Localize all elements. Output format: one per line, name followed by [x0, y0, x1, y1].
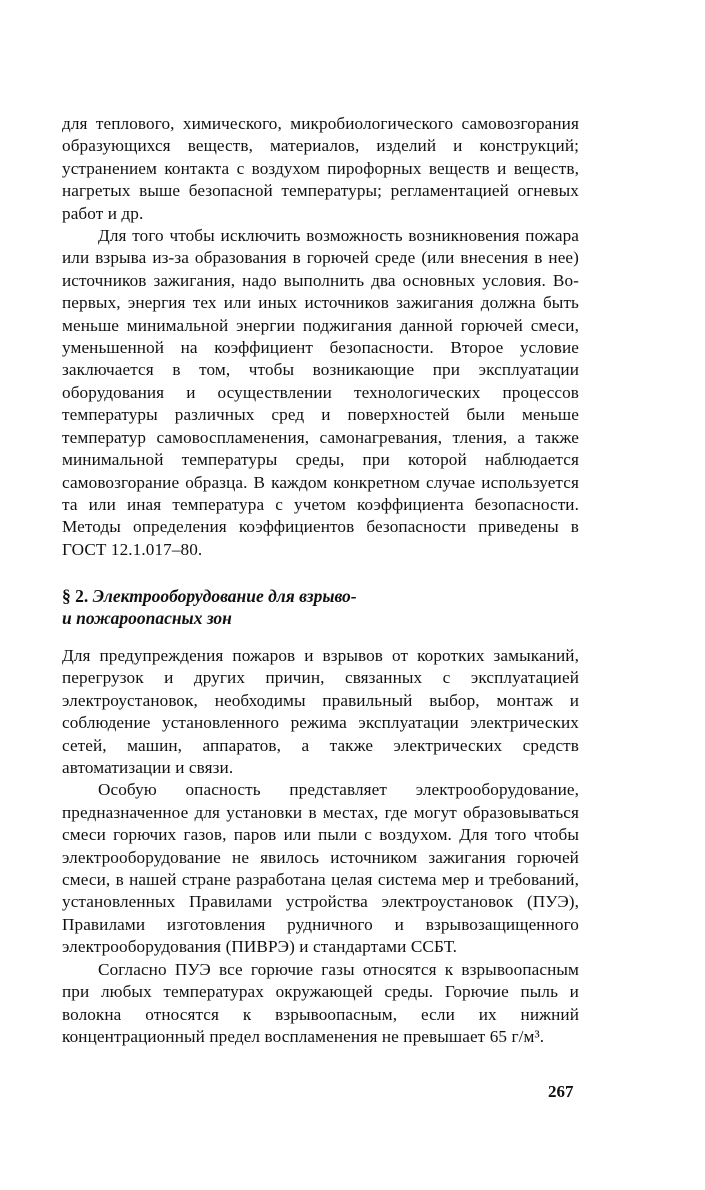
section-number: § 2.	[62, 586, 89, 606]
paragraph-ignition-conditions: Для того чтобы исключить возможность возникновения пожара или взрыва из-за образования в горючей среде (или внесения в нее) источников зажигания, надо выполнить два основных условия. Во-первых, энергия тех или иных источников зажигания должна быть меньше минимальной энергии поджигания данной горючей смеси, уменьшенной на коэффициент безопасности. Второе условие заключается в том, чтобы возникающие при эксплуатации оборудования и осуществлении технологических процессов температуры различных сред и поверхностей были меньше температур самовоспламенения, самонагревания, тления, а также минимальной температуры среды, при которой наблюдается самовозгорание образца. В каждом конкретном случае используется та или иная температура с учетом коэффициента безопасности. Методы определения коэффициентов безопасности приведены в ГОСТ 12.1.017–80.	[62, 226, 579, 559]
body-text-top	[62, 113, 579, 561]
paragraph-special-danger: Особую опасность представляет электрооборудование, предназначенное для установки в местах, где могут образовываться смеси горючих газов, паров или пыли с воздухом. Для того чтобы электрооборудование не явилось источником зажигания горючей смеси, в нашей стране разработана целая система мер и требований, установленных Правилами устройства электроустановок (ПУЭ), Правилами изготовления рудничного и взрывозащищенного электрооборудования (ПИВРЭ) и стандартами ССБТ.	[62, 780, 579, 957]
section-heading	[62, 585, 462, 629]
paragraph-pue-gases: Согласно ПУЭ все горючие газы относятся к взрывоопасным при любых температурах окружающей среды. Горючие пыль и волокна относятся к взрывоопасным, если их нижний концентрационный предел воспламенения не превышает 65 г/м³.	[62, 959, 579, 1046]
paragraph-continuation: для теплового, химического, микробиологического самовозгорания образующихся веществ, материалов, изделий и конструкций; устранением контакта с воздухом пирофорных веществ и веществ, нагретых выше безопасной температуры; регламентацией огневых работ и др.	[62, 114, 579, 223]
section-title-line2: и пожароопасных зон	[62, 608, 232, 628]
body-text-bottom	[62, 645, 579, 1048]
paragraph-prevention: Для предупреждения пожаров и взрывов от коротких замыканий, перегрузок и других причин, связанных с эксплуатацией электроустановок, необходимы правильный выбор, монтаж и соблюдение установленного режима эксплуатации электрических сетей, машин, аппаратов, а также электрических средств автоматизации и связи.	[62, 646, 579, 778]
section-title-line1: Электрооборудование для взрыво-	[92, 586, 357, 606]
page-number: 267	[548, 1082, 574, 1101]
